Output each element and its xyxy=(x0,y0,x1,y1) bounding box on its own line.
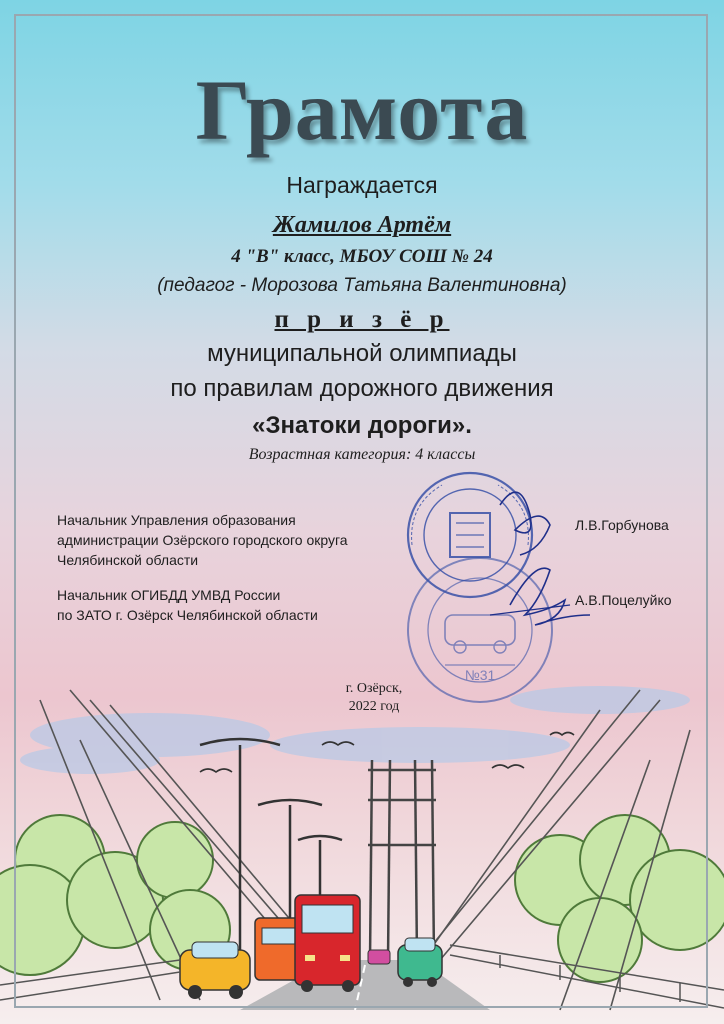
certificate-title: Грамота xyxy=(195,62,529,158)
signatory-position-line: по ЗАТО г. Озёрск Челябинской области xyxy=(57,607,318,623)
recipient-school: 4 "В" класс, МБОУ СОШ № 24 xyxy=(231,246,493,267)
place-date xyxy=(334,680,414,716)
age-category: Возрастная категория: 4 классы xyxy=(248,446,476,463)
signatory-position-line: Начальник ОГИБДД УМВД России xyxy=(57,587,281,603)
award-title: п р и з ё р xyxy=(274,306,450,333)
signatory-position-line: Челябинской области xyxy=(57,552,199,568)
contest-name: «Знатоки дороги». xyxy=(252,412,472,439)
place: г. Озёрск, xyxy=(345,681,403,696)
award-description-line: по правилам дорожного движения xyxy=(170,375,554,402)
award-description-line: муниципальной олимпиады xyxy=(207,340,517,367)
stamp-number: №31 xyxy=(464,667,496,683)
signatory-position xyxy=(57,585,318,625)
signatory-position-line: администрации Озёрского городского округа xyxy=(57,532,348,548)
recipient-name: Жамилов Артём xyxy=(272,212,452,238)
signatory-position xyxy=(57,510,348,570)
teacher-name: (педагог - Морозова Татьяна Валентиновна) xyxy=(157,275,567,296)
signatory-name: А.В.Поцелуйко xyxy=(575,592,672,608)
year: 2022 год xyxy=(348,699,400,714)
awarded-label: Награждается xyxy=(286,172,438,198)
signatory-position-line: Начальник Управления образования xyxy=(57,512,296,528)
signatory-name: Л.В.Горбунова xyxy=(575,517,669,533)
